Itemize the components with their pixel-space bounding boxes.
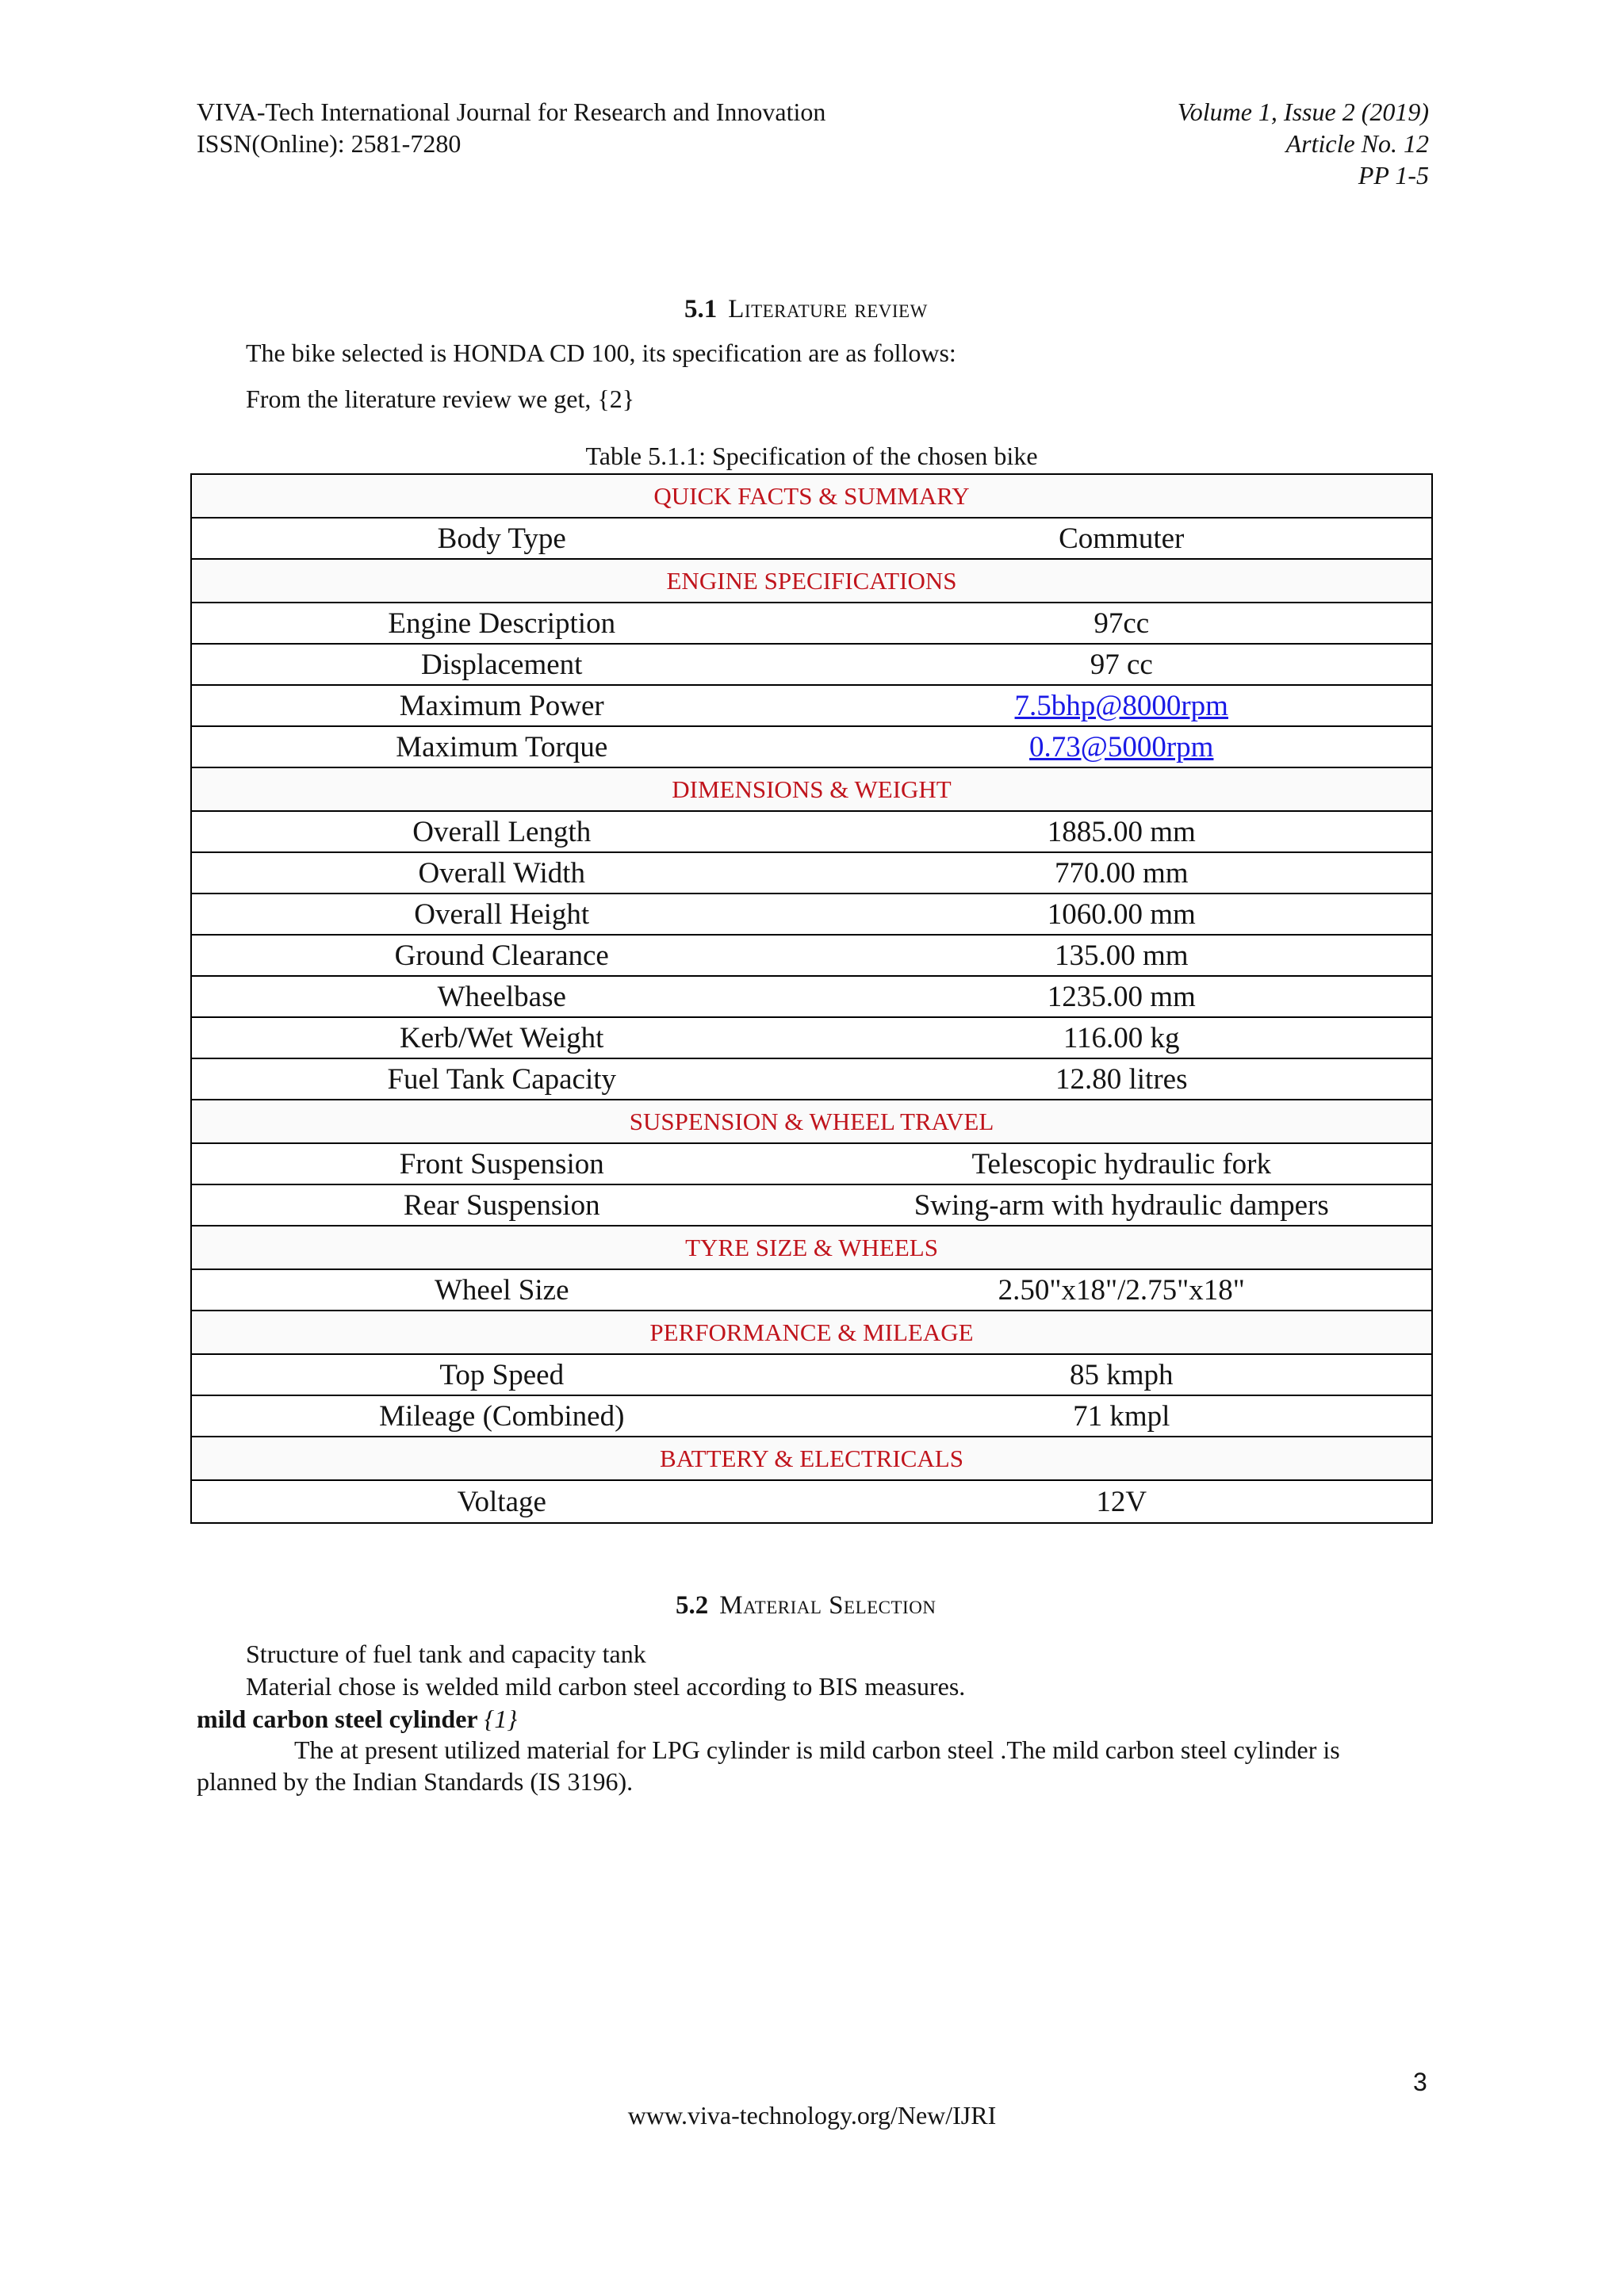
spec-label: Voltage bbox=[457, 1485, 546, 1518]
table-section-header bbox=[192, 1226, 1431, 1270]
spec-table bbox=[190, 473, 1433, 1524]
table-row bbox=[192, 1018, 1431, 1059]
paragraph: The bike selected is HONDA CD 100, its specification are as follows: bbox=[246, 339, 956, 367]
table-section-header bbox=[192, 560, 1431, 603]
table-row bbox=[192, 1270, 1431, 1311]
spec-label: Top Speed bbox=[439, 1358, 565, 1391]
section-header-label: ENGINE SPECIFICATIONS bbox=[666, 566, 957, 595]
section-title: Material Selection bbox=[719, 1591, 936, 1620]
table-row bbox=[192, 727, 1431, 768]
table-row bbox=[192, 1185, 1431, 1226]
spec-label: Engine Description bbox=[388, 607, 616, 640]
spec-label: Overall Length bbox=[412, 815, 592, 848]
spec-label: Mileage (Combined) bbox=[379, 1399, 625, 1433]
section-header-label: BATTERY & ELECTRICALS bbox=[660, 1444, 963, 1472]
spec-value: 1060.00 mm bbox=[1047, 897, 1196, 931]
spec-value: 97cc bbox=[1094, 607, 1150, 640]
section-header-label: PERFORMANCE & MILEAGE bbox=[649, 1318, 974, 1346]
table-section-header bbox=[192, 1100, 1431, 1144]
page-range: PP 1-5 bbox=[1358, 161, 1429, 189]
spec-value: 1235.00 mm bbox=[1047, 980, 1196, 1013]
spec-label: Overall Width bbox=[418, 856, 586, 890]
table-section-header bbox=[192, 1437, 1431, 1481]
table-caption: Table 5.1.1: Specification of the chosen bike bbox=[585, 442, 1038, 470]
footer-url: www.viva-technology.org/New/IJRI bbox=[627, 2101, 997, 2130]
paragraph: From the literature review we get, {2} bbox=[246, 385, 635, 413]
spec-value: 12.80 litres bbox=[1055, 1062, 1188, 1096]
spec-label: Wheelbase bbox=[437, 980, 566, 1013]
table-section-header bbox=[192, 475, 1431, 519]
subheading-text: mild carbon steel cylinder bbox=[197, 1705, 478, 1733]
spec-label: Fuel Tank Capacity bbox=[387, 1062, 617, 1096]
section-number: 5.2 bbox=[676, 1591, 709, 1620]
spec-value-cell bbox=[812, 730, 1432, 764]
spec-label: Body Type bbox=[437, 522, 566, 555]
table-row bbox=[192, 686, 1431, 727]
table-row bbox=[192, 894, 1431, 936]
spec-value: 135.00 mm bbox=[1054, 939, 1189, 972]
volume-issue: Volume 1, Issue 2 (2019) bbox=[1177, 98, 1429, 126]
subheading bbox=[197, 1703, 517, 1735]
page-number: 3 bbox=[1413, 2068, 1427, 2096]
spec-value: 770.00 mm bbox=[1054, 856, 1189, 890]
spec-value: Commuter bbox=[1059, 522, 1185, 555]
spec-label: Kerb/Wet Weight bbox=[400, 1021, 604, 1054]
table-row bbox=[192, 853, 1431, 894]
table-row bbox=[192, 1059, 1431, 1100]
spec-value: 1885.00 mm bbox=[1047, 815, 1196, 848]
spec-label: Ground Clearance bbox=[394, 939, 609, 972]
max-power-link[interactable]: 7.5bhp@8000rpm bbox=[1014, 689, 1228, 722]
section-title: Literature review bbox=[728, 295, 928, 323]
table-row bbox=[192, 812, 1431, 853]
section-number: 5.1 bbox=[684, 295, 718, 323]
table-row bbox=[192, 1396, 1431, 1437]
table-row bbox=[192, 1481, 1431, 1522]
table-section-header bbox=[192, 1311, 1431, 1355]
table-row bbox=[192, 603, 1431, 645]
paragraph: Material chose is welded mild carbon steel according to BIS measures. bbox=[246, 1672, 966, 1701]
spec-label: Rear Suspension bbox=[403, 1188, 600, 1222]
spec-value: 97 cc bbox=[1090, 648, 1153, 681]
table-row bbox=[192, 1144, 1431, 1185]
table-section-header bbox=[192, 768, 1431, 812]
spec-value: 85 kmph bbox=[1069, 1358, 1174, 1391]
paragraph-line: planned by the Indian Standards (IS 3196). bbox=[197, 1767, 634, 1796]
spec-value: 2.50"x18"/2.75"x18" bbox=[998, 1273, 1245, 1307]
spec-value: 71 kmpl bbox=[1073, 1399, 1170, 1433]
section-header-label: TYRE SIZE & WHEELS bbox=[685, 1233, 938, 1261]
spec-label: Maximum Torque bbox=[396, 730, 608, 763]
issn: ISSN(Online): 2581-7280 bbox=[197, 129, 462, 158]
section-header-label: SUSPENSION & WHEEL TRAVEL bbox=[629, 1107, 994, 1135]
spec-value-cell bbox=[812, 689, 1432, 723]
article-number: Article No. 12 bbox=[1285, 129, 1429, 158]
table-row bbox=[192, 936, 1431, 977]
section-header-label: QUICK FACTS & SUMMARY bbox=[653, 481, 970, 510]
table-row bbox=[192, 1355, 1431, 1396]
spec-value: 12V bbox=[1096, 1485, 1147, 1518]
spec-label: Overall Height bbox=[414, 897, 590, 931]
table-row bbox=[192, 519, 1431, 560]
table-row bbox=[192, 645, 1431, 686]
spec-label: Wheel Size bbox=[435, 1273, 569, 1307]
citation-ref: {1} bbox=[484, 1705, 518, 1733]
paragraph: Structure of fuel tank and capacity tank bbox=[246, 1640, 646, 1668]
section-heading-5-2 bbox=[676, 1590, 936, 1621]
section-header-label: DIMENSIONS & WEIGHT bbox=[672, 775, 952, 803]
spec-label: Maximum Power bbox=[399, 689, 604, 722]
section-heading-5-1 bbox=[684, 293, 928, 325]
max-torque-link[interactable]: 0.73@5000rpm bbox=[1029, 730, 1214, 763]
table-row bbox=[192, 977, 1431, 1018]
spec-label: Displacement bbox=[421, 648, 583, 681]
spec-label: Front Suspension bbox=[399, 1147, 604, 1181]
spec-value: Telescopic hydraulic fork bbox=[971, 1147, 1272, 1181]
spec-value: 116.00 kg bbox=[1063, 1021, 1180, 1054]
paragraph-line: The at present utilized material for LPG cylinder is mild carbon steel .The mild carbon steel cylinder is bbox=[294, 1735, 1340, 1764]
journal-title: VIVA-Tech International Journal for Research and Innovation bbox=[197, 98, 826, 126]
spec-value: Swing-arm with hydraulic dampers bbox=[914, 1188, 1329, 1222]
